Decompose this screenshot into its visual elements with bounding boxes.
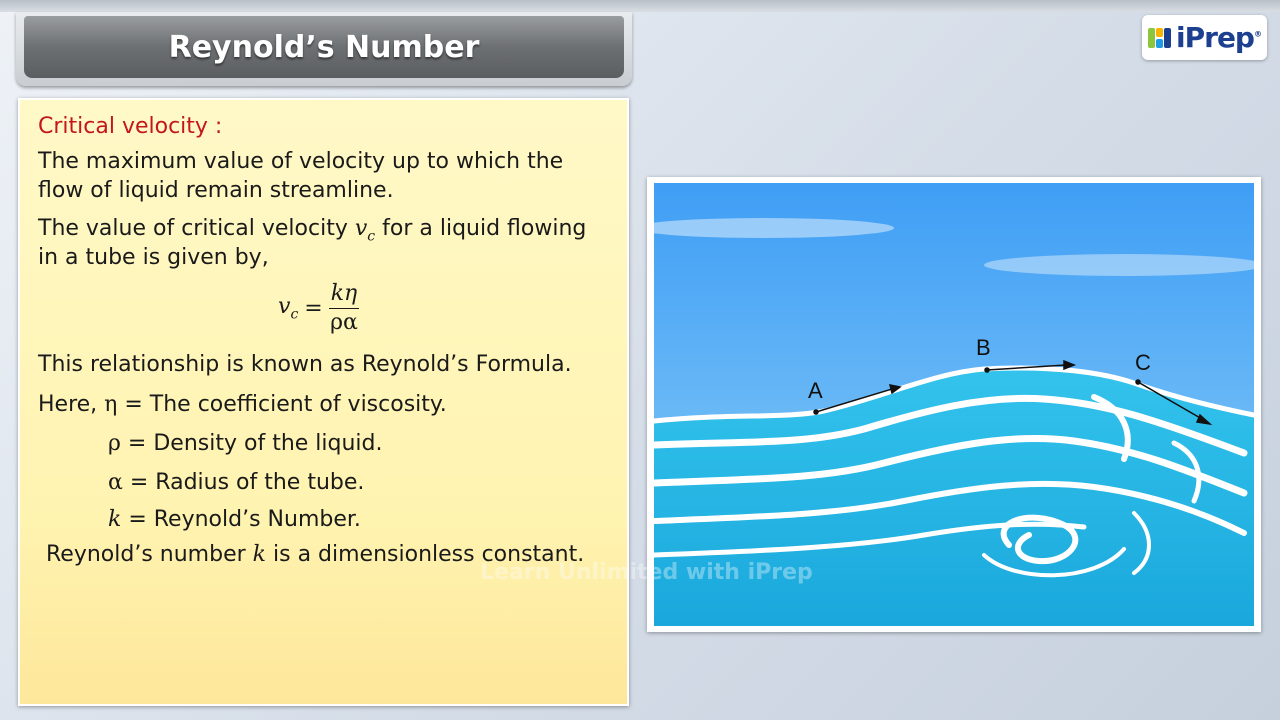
formula-denominator: ρα	[330, 310, 358, 335]
content-panel	[18, 98, 629, 706]
page-title: Reynold’s Number	[168, 29, 480, 65]
vc-symbol: $v_c$	[354, 216, 376, 245]
definition-line-2: flow of liquid remain streamline.	[38, 178, 394, 203]
label-b: B	[976, 335, 991, 360]
title-banner	[16, 12, 632, 86]
definition-line-1: The maximum value of velocity up to which the	[38, 149, 564, 174]
label-a: A	[808, 378, 823, 403]
critical-velocity-line-2: in a tube is given by,	[38, 245, 269, 270]
label-c: C	[1135, 350, 1151, 375]
point-b	[985, 368, 989, 372]
rho-definition: ρ = Density of the liquid.	[108, 431, 383, 456]
cloud-wisp	[984, 254, 1254, 276]
eta-definition: Here, η = The coefficient of viscosity.	[38, 392, 447, 417]
dimensionless-note: Reynold’s number k is a dimensionless constant.	[46, 542, 585, 567]
formula-lhs: $v_c$	[278, 294, 299, 323]
watermark-text: Learn Unlimited with iPrep	[480, 560, 813, 585]
formula-equals: =	[304, 296, 323, 321]
point-c	[1136, 380, 1140, 384]
alpha-definition: α = Radius of the tube.	[108, 470, 365, 495]
title-banner-inner	[24, 16, 624, 78]
logo-icon	[1148, 26, 1172, 50]
formula-numerator: kη	[329, 280, 360, 309]
formula-fraction	[329, 280, 360, 337]
k-definition: k = Reynold’s Number.	[108, 507, 361, 532]
relationship-text: This relationship is known as Reynold’s Formula.	[38, 352, 572, 377]
top-strip	[0, 0, 1280, 12]
section-heading: Critical velocity :	[38, 114, 223, 139]
logo-text: iPrep®	[1176, 21, 1261, 54]
reynolds-formula	[278, 280, 359, 337]
point-a	[814, 410, 818, 414]
critical-velocity-line-1: The value of critical velocity $v_c$ for a liquid flowing	[38, 216, 587, 245]
iprep-logo	[1142, 15, 1267, 60]
